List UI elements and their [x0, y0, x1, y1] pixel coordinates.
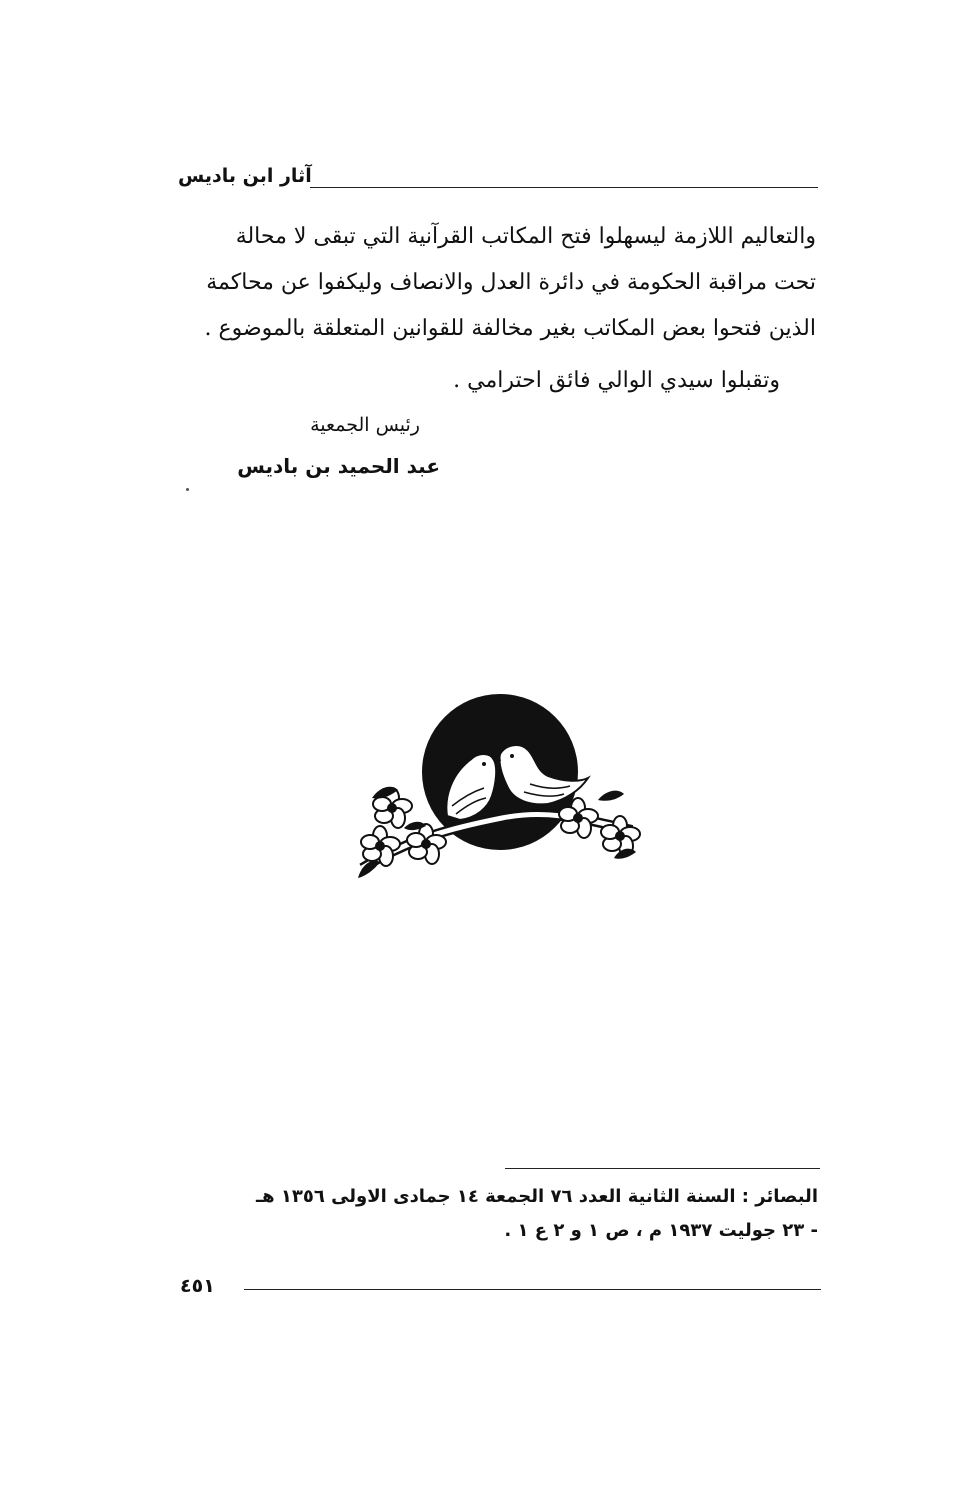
footnote-rule	[505, 1168, 820, 1169]
two-doves-on-flowering-branch-icon	[352, 688, 648, 884]
signature-role: رئيس الجمعية	[310, 414, 420, 436]
footnote-line: - ٢٣ جوليت ١٩٣٧ م ، ص ١ و ٢ ع ١ .	[504, 1220, 818, 1241]
body-line: تحت مراقبة الحكومة في دائرة العدل والانصاف وليكفوا عن محاكمة	[206, 270, 816, 295]
header-rule	[310, 187, 818, 188]
footer-rule	[244, 1289, 821, 1290]
letter-body	[176, 214, 816, 352]
footnote-line: البصائر : السنة الثانية العدد ٧٦ الجمعة ١٤ جمادى الاولى ١٣٥٦ هـ	[255, 1186, 818, 1207]
running-title: آثار ابن باديس	[178, 165, 312, 187]
print-speck	[186, 488, 189, 491]
running-header	[178, 163, 818, 193]
footnote	[176, 1180, 818, 1248]
closing-line: وتقبلوا سيدي الوالي فائق احترامي .	[453, 368, 780, 393]
signature-name: عبد الحميد بن باديس	[237, 454, 440, 478]
body-line: والتعاليم اللازمة ليسهلوا فتح المكاتب القرآنية التي تبقى لا محالة	[235, 224, 816, 249]
body-line: الذين فتحوا بعض المكاتب بغير مخالفة للقوانين المتعلقة بالموضوع .	[204, 316, 816, 341]
page-number: ٤٥١	[180, 1275, 215, 1297]
